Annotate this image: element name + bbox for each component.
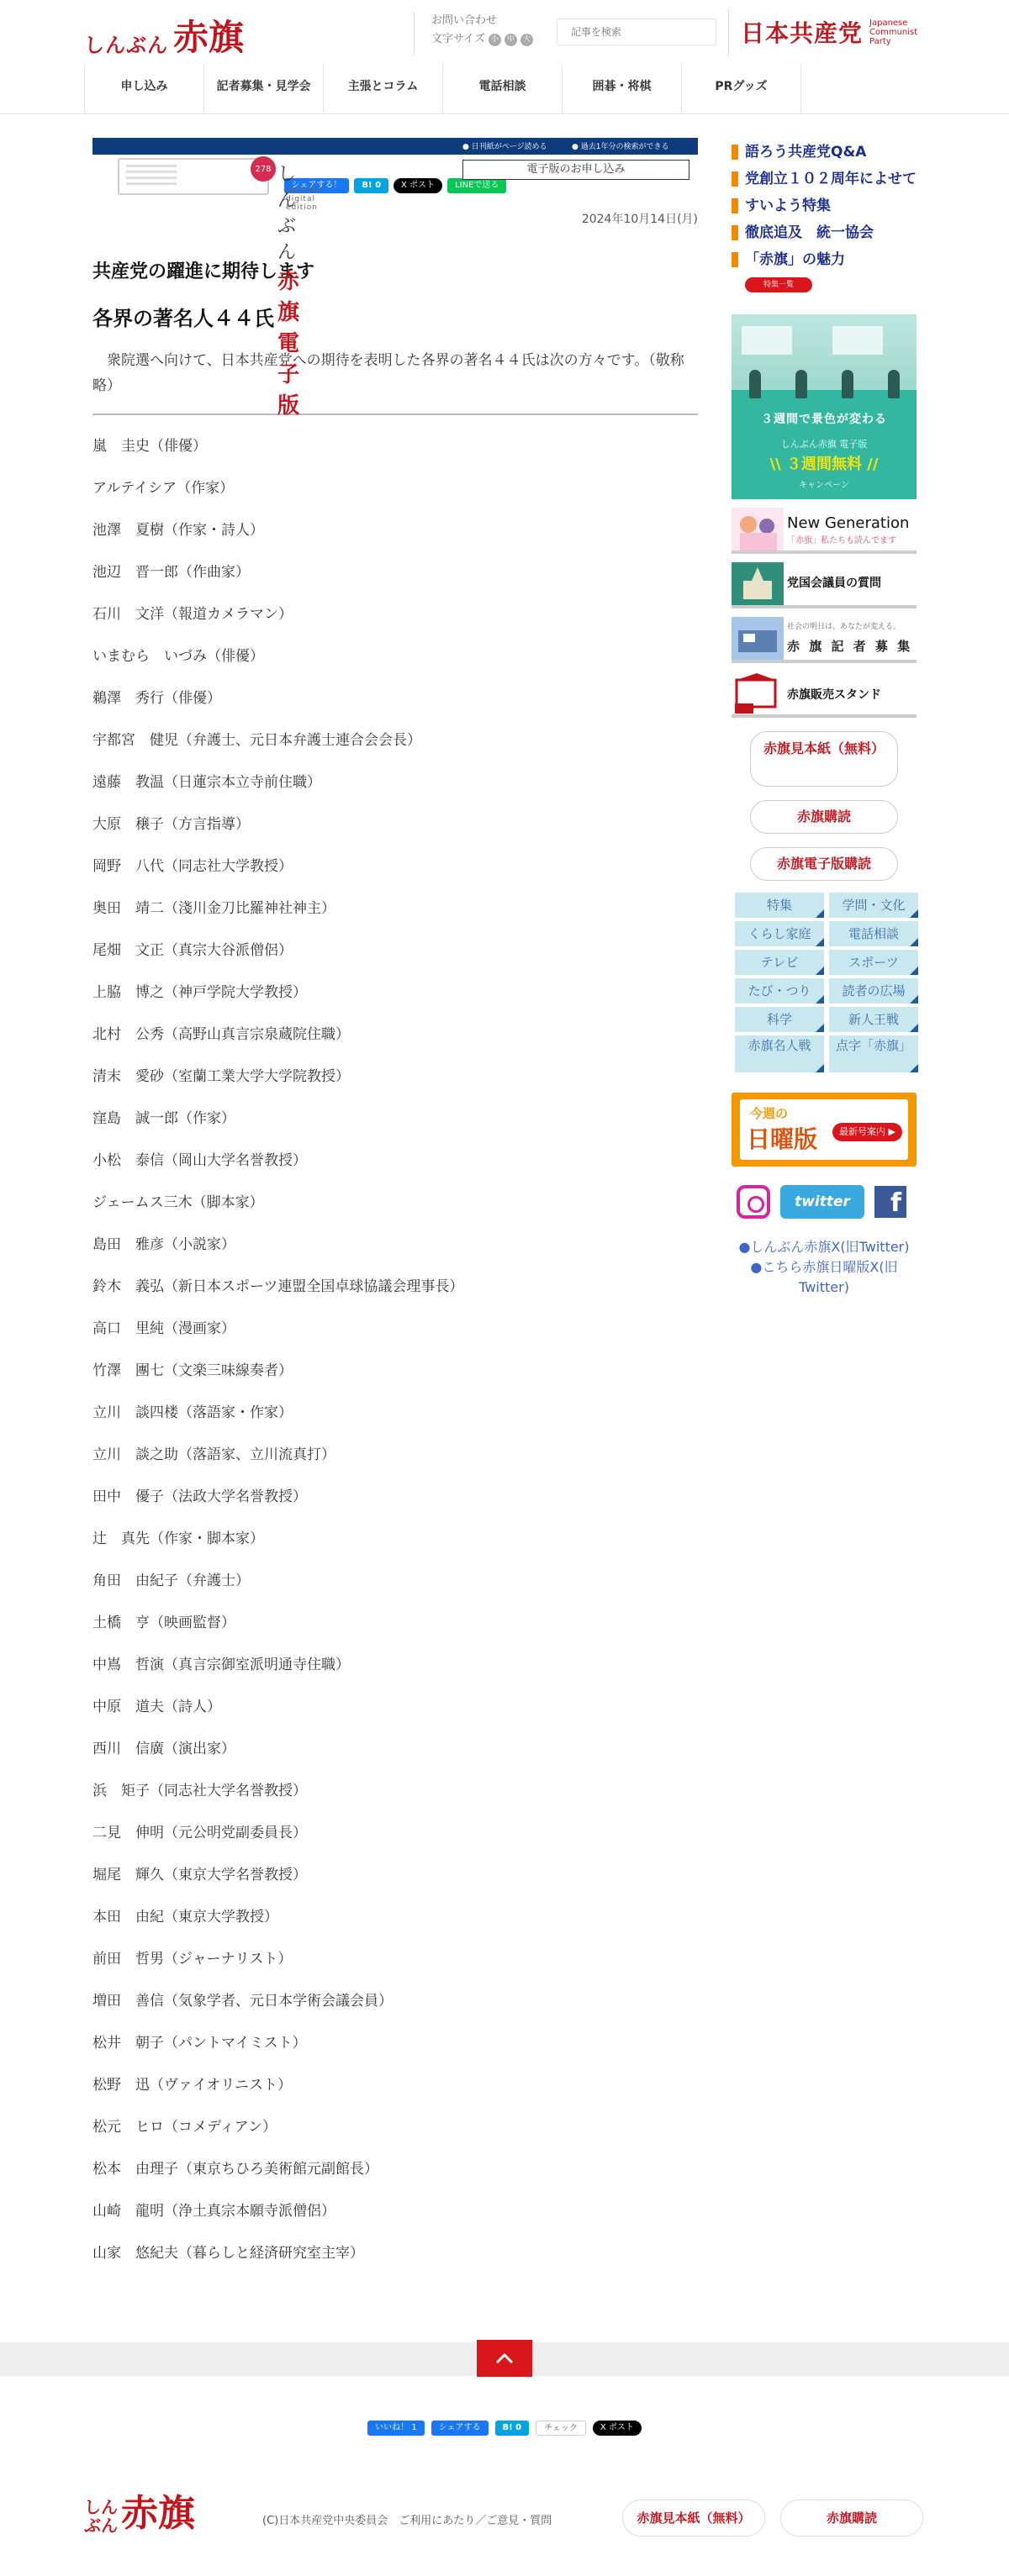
back-to-top-button[interactable]: [477, 2340, 532, 2377]
signatory-item: 奥田 靖二（淺川金刀比羅神社神主）: [92, 900, 335, 917]
new-generation-subtitle: 「赤旗」私たちも読んでます: [787, 536, 896, 545]
x-links: [732, 1237, 917, 1298]
footer-logo-kana: しんぶん: [84, 2497, 118, 2536]
signatory-item: 中原 道夫（詩人）: [92, 1699, 221, 1715]
new-generation-banner[interactable]: [732, 508, 917, 554]
signatory-item: 北村 公秀（高野山真言宗泉蔵院住職）: [92, 1026, 350, 1043]
category-readers[interactable]: 読者の広場: [829, 978, 918, 1004]
social-links: [732, 1185, 917, 1219]
promo-product: しんぶん赤旗 電子版: [780, 439, 868, 450]
logo-kana: しんぶん: [84, 34, 168, 57]
signatory-item: 大原 穣子（方言指導）: [92, 816, 250, 833]
signatory-item: 山崎 龍明（浄土真宗本願寺派僧侶）: [92, 2203, 335, 2220]
category-tokushu[interactable]: 特集: [735, 893, 824, 918]
sunday-edition-latest-button[interactable]: 最新号案内 ▶: [832, 1123, 902, 1141]
category-braille[interactable]: 点字「赤旗」: [829, 1035, 918, 1072]
signatory-item: 石川 文洋（報道カメラマン）: [92, 606, 293, 623]
akahata-x-link[interactable]: ●しんぶん赤旗X(旧Twitter): [738, 1239, 910, 1255]
category-tv[interactable]: テレビ: [735, 950, 824, 975]
sales-stand-banner[interactable]: [732, 672, 917, 718]
divider: [92, 414, 698, 415]
subscribe-button[interactable]: 赤旗購読: [750, 800, 898, 834]
nav-pr-goods[interactable]: PRグッズ: [682, 64, 801, 113]
signatory-item: 本田 由紀（東京大学教授）: [92, 1909, 278, 1925]
signatory-item: 立川 談四楼（落語家・作家）: [92, 1404, 293, 1421]
signatory-item: 松井 朝子（パントマイミスト）: [92, 2035, 307, 2052]
signatory-item: 西川 信廣（演出家）: [92, 1741, 235, 1757]
signatory-item: アルテイシア（作家）: [92, 480, 235, 497]
signatory-item: 松元 ヒロ（コメディアン）: [92, 2119, 277, 2136]
category-phone[interactable]: 電話相談: [829, 921, 918, 946]
category-culture[interactable]: 学問・文化: [829, 893, 918, 918]
footer-x-post-button[interactable]: X ポスト: [593, 2421, 642, 2436]
signatory-item: 池辺 晋一郎（作曲家）: [92, 564, 250, 581]
footer-logo-kanji: 赤旗: [121, 2492, 195, 2535]
signatory-item: 山家 悠紀夫（暮らしと経済研究室主宰）: [92, 2245, 364, 2262]
sales-stand-title: 赤旗販売スタンド: [787, 688, 881, 702]
hatena-bookmark-button[interactable]: B! 0: [354, 178, 388, 193]
signatory-item: 松本 由理子（東京ちひろ美術館元副館長）: [92, 2161, 378, 2178]
search-input[interactable]: [557, 18, 716, 45]
font-size-medium-button[interactable]: 中: [504, 34, 517, 46]
article-column: [92, 155, 698, 2274]
category-sports[interactable]: スポーツ: [829, 950, 918, 975]
signatory-item: 角田 由紀子（弁護士）: [92, 1572, 250, 1589]
nav-go-shogi[interactable]: 囲碁・将棋: [563, 64, 682, 113]
signatory-item: 嵐 圭史（俳優）: [92, 438, 207, 455]
category-meijin[interactable]: 赤旗名人戦: [735, 1035, 824, 1072]
signatory-item: 池澤 夏樹（作家・詩人）: [92, 522, 264, 539]
site-footer: [0, 2469, 1009, 2576]
jcp-name: 日本共産党: [741, 19, 864, 47]
category-science[interactable]: 科学: [735, 1007, 824, 1032]
footer-logo[interactable]: [84, 2493, 195, 2535]
site-header: [0, 0, 1009, 114]
feature-link-unification-church[interactable]: 徹底追及 統一協会: [732, 224, 917, 242]
feature-link-qa[interactable]: 語ろう共産党Q&A: [732, 143, 917, 161]
diet-questions-title: 党国会議員の質問: [787, 577, 881, 590]
nav-phone-consult[interactable]: 電話相談: [443, 64, 563, 113]
signatory-item: 立川 談之助（落語家、立川流真打）: [92, 1446, 335, 1463]
footer-facebook-share-button[interactable]: シェアする: [431, 2421, 489, 2436]
header-utility: [414, 12, 533, 55]
signatory-item: 尾畑 文正（真宗大谷派僧侶）: [92, 942, 293, 959]
signatory-item: ジェームス三木（脚本家）: [92, 1194, 264, 1211]
signatory-item: 窪島 誠一郎（作家）: [92, 1110, 235, 1127]
footer-free-sample-button[interactable]: 赤旗見本紙（無料）: [622, 2500, 765, 2536]
signatory-item: 辻 真先（作家・脚本家）: [92, 1530, 264, 1547]
jcp-name-en: Japanese Communist Party: [869, 18, 918, 46]
feature-links: [732, 143, 917, 269]
features-more-button[interactable]: 特集一覧: [745, 277, 812, 292]
sunday-x-link[interactable]: ●こちら赤旗日曜版X(旧Twitter): [750, 1259, 898, 1295]
sunday-edition-title: 日曜版: [747, 1125, 818, 1153]
signatory-item: 前田 哲男（ジャーナリスト）: [92, 1951, 293, 1968]
sidebar: [732, 143, 917, 1298]
mixi-check-button[interactable]: チェック: [536, 2421, 586, 2436]
signatory-item: 田中 優子（法政大学名誉教授）: [92, 1488, 307, 1505]
facebook-icon[interactable]: f: [874, 1186, 906, 1218]
footer-share-buttons: [0, 2421, 1009, 2436]
category-home[interactable]: くらし家庭: [735, 921, 824, 946]
signatory-item: 清末 愛砂（室蘭工業大学大学院教授）: [92, 1068, 350, 1085]
jcp-logo[interactable]: [728, 8, 930, 55]
facebook-share-button[interactable]: シェアする！: [284, 178, 350, 193]
free-sample-button[interactable]: 赤旗見本紙（無料）: [750, 731, 898, 787]
signatory-item: 中嶌 哲演（真言宗御室派明通寺住職）: [92, 1657, 350, 1673]
article-headline: 各界の著名人４４氏: [92, 307, 274, 330]
signatory-item: いまむら いづみ（俳優）: [92, 648, 264, 665]
signatory-item: 浜 矩子（同志社大学名誉教授）: [92, 1783, 307, 1799]
signatory-item: 増田 善信（気象学者、元日本学術会議会員）: [92, 1993, 393, 2010]
sunday-edition-banner[interactable]: [732, 1093, 917, 1167]
diet-building-illustration: [732, 562, 784, 605]
nav-reporter-recruit[interactable]: 記者募集・見学会: [204, 64, 324, 113]
signatory-item: 土橋 亨（映画監督）: [92, 1615, 235, 1631]
font-size-control: [431, 30, 533, 49]
reporter-recruit-tagline: 社会の明日は、あなたが変える。: [787, 623, 901, 631]
promo-campaign: キャンペーン: [799, 481, 849, 490]
signatory-item: 岡野 八代（同志社大学教授）: [92, 858, 293, 875]
signatory-item: 竹澤 團七（文楽三味線奏者）: [92, 1362, 293, 1379]
reporter-illustration: [732, 617, 784, 660]
nav-apply[interactable]: 申し込み: [85, 64, 204, 113]
signatory-list: [92, 425, 698, 2274]
logo-kanji: 赤旗: [173, 17, 245, 58]
promo-free-weeks: \\ ３週間無料 //: [769, 456, 879, 473]
nav-editorial-column[interactable]: 主張とコラム: [324, 64, 443, 113]
signatory-item: 上脇 博之（神戸学院大学教授）: [92, 984, 307, 1001]
category-shinjin[interactable]: 新人王戦: [829, 1007, 918, 1032]
sales-stand-illustration: [732, 672, 784, 714]
chevron-up-icon: [495, 2352, 514, 2364]
new-generation-illustration: [732, 508, 784, 550]
line-share-button[interactable]: LINEで送る: [447, 178, 506, 193]
signatory-item: 堀尾 輝久（東京大学名誉教授）: [92, 1867, 307, 1883]
signatory-item: 高口 里純（漫画家）: [92, 1320, 235, 1337]
facebook-like-button[interactable]: いいね！ 1: [367, 2421, 425, 2436]
font-size-large-button[interactable]: 大: [520, 34, 533, 46]
signatory-item: 鵜澤 秀行（俳優）: [92, 690, 221, 707]
signatory-item: 鈴木 義弘（新日本スポーツ連盟全国卓球協議会理事長）: [92, 1278, 464, 1295]
copyright-text: (C)日本共産党中央委員会 ご利用にあたり／ご意見・質問: [262, 2515, 552, 2527]
signatory-item: 松野 迅（ヴァイオリニスト）: [92, 2077, 292, 2094]
footer-subscribe-button[interactable]: 赤旗購読: [780, 2500, 923, 2536]
sunday-edition-kicker: 今週の: [750, 1106, 789, 1121]
footer-hatena-bookmark-button[interactable]: B! 0: [495, 2421, 530, 2436]
new-generation-title: New Generation: [787, 514, 910, 532]
reporter-recruit-banner[interactable]: [732, 617, 917, 663]
x-post-button[interactable]: X ポスト: [394, 178, 442, 193]
signatory-item: 宇都宮 健児（弁護士、元日本弁護士連合会会長）: [92, 732, 421, 749]
category-travel[interactable]: たび・つり: [735, 978, 824, 1004]
article-lead: 衆院選へ向けて、日本共産党への期待を表明した各界の著名４４氏は次の方々です。（敬称略）: [92, 352, 684, 394]
instagram-icon[interactable]: [737, 1185, 770, 1219]
twitter-follow-button[interactable]: twitter: [780, 1185, 864, 1219]
font-size-small-button[interactable]: 小: [489, 34, 501, 46]
promo-copy: ３週間で景色が変わる: [761, 413, 887, 426]
contact-link[interactable]: お問い合わせ: [431, 14, 498, 27]
diet-questions-banner[interactable]: [732, 562, 917, 608]
global-nav: [84, 64, 801, 113]
signatory-item: 島田 雅彦（小説家）: [92, 1236, 235, 1253]
feature-link-anniversary[interactable]: 党創立１０２周年によせて: [732, 170, 917, 188]
category-grid: [732, 893, 917, 1072]
digital-subscribe-button[interactable]: 赤旗電子版購読: [750, 847, 898, 881]
font-size-label: 文字サイズ: [431, 33, 485, 45]
article-kicker: 共産党の躍進に期待します: [92, 261, 315, 282]
free-trial-promo-banner[interactable]: [732, 314, 917, 499]
akahata-logo[interactable]: [84, 8, 245, 58]
passengers-illustration: [732, 365, 917, 398]
feature-link-wednesday[interactable]: すいよう特集: [732, 197, 917, 215]
feature-link-akahata-appeal[interactable]: 「赤旗」の魅力: [732, 250, 917, 269]
reporter-recruit-title: 赤 旗 記 者 募 集: [787, 639, 913, 654]
signatory-item: 遠藤 教温（日蓮宗本立寺前住職）: [92, 774, 321, 791]
article-date: 2024年10月14日(月): [581, 213, 698, 226]
signatory-item: 二見 伸明（元公明党副委員長）: [92, 1825, 307, 1841]
signatory-item: 小松 泰信（岡山大学名誉教授）: [92, 1152, 307, 1169]
